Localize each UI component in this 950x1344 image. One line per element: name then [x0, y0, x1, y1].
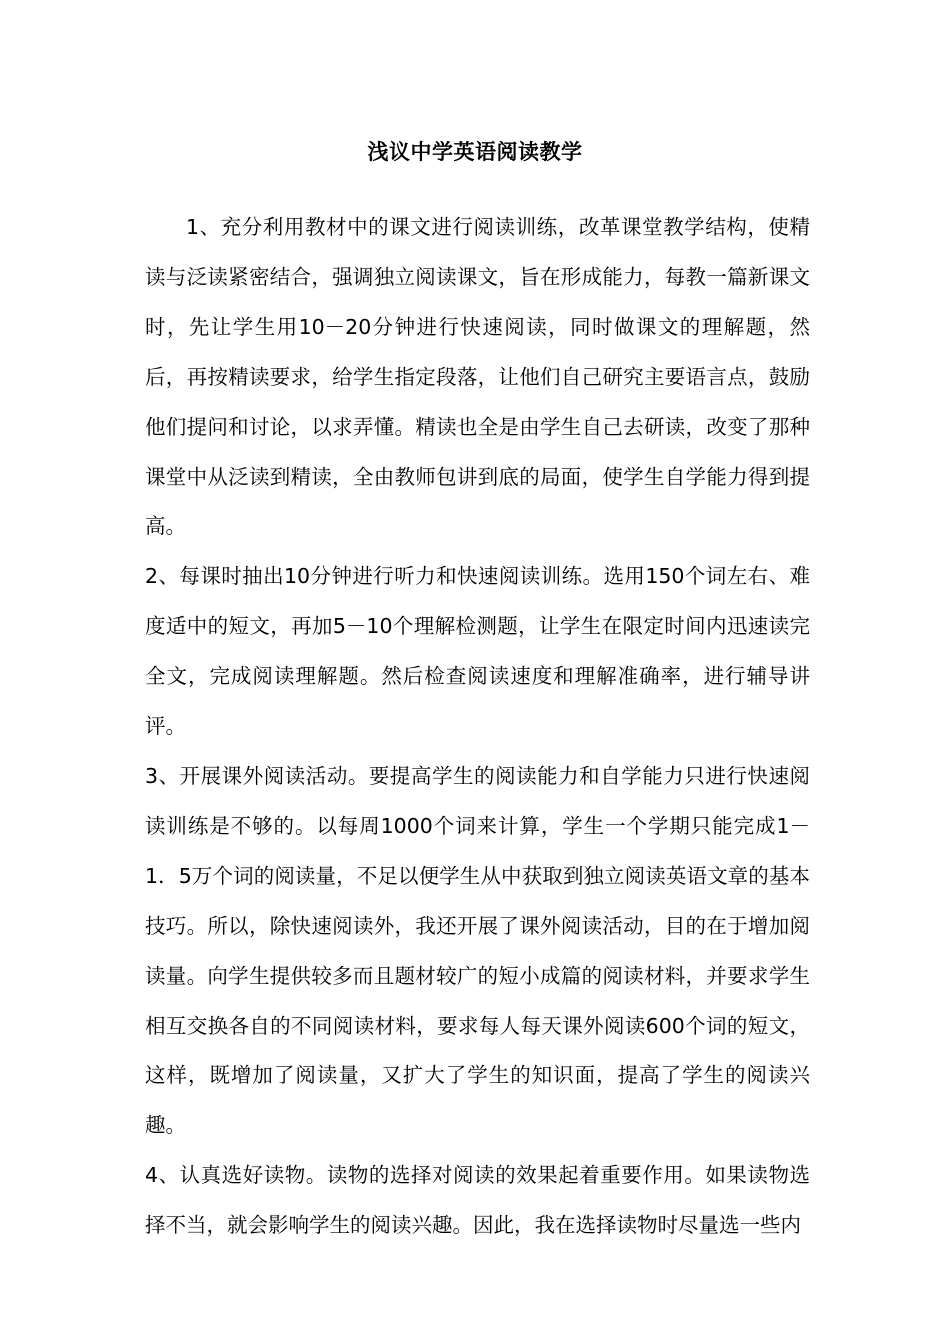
document-body [145, 203, 810, 1251]
paragraph-1: 1、充分利用教材中的课文进行阅读训练，改革课堂教学结构，使精读与泛读紧密结合，强调独立阅读课文，旨在形成能力，每教一篇新课文时，先让学生用10－20分钟进行快速阅读，同时做课文的理解题，然后，再按精读要求，给学生指定段落，让他们自己研究主要语言点，鼓励他们提问和讨论，以求弄懂。精读也全是由学生自己去研读，改变了那种课堂中从泛读到精读，全由教师包讲到底的局面，使学生自学能力得到提高。 [145, 215, 810, 539]
paragraph-2: 2、每课时抽出10分钟进行听力和快速阅读训练。选用150个词左右、难度适中的短文，再加5－10个理解检测题，让学生在限定时间内迅速读完全文，完成阅读理解题。然后检查阅读速度和理解准确率，进行辅导讲评。 [145, 564, 810, 739]
paragraph-4: 4、认真选好读物。读物的选择对阅读的效果起着重要作用。如果读物选择不当，就会影响学生的阅读兴趣。因此，我在选择读物时尽量选一些内 [145, 1163, 810, 1238]
document-title: 浅议中学英语阅读教学 [367, 140, 583, 164]
paragraph-3: 3、开展课外阅读活动。要提高学生的阅读能力和自学能力只进行快速阅读训练是不够的。以每周1000个词来计算，学生一个学期只能完成1－1．5万个词的阅读量，不足以便学生从中获取到独立阅读英语文章的基本技巧。所以，除快速阅读外，我还开展了课外阅读活动，目的在于增加阅读量。向学生提供较多而且题材较广的短小成篇的阅读材料，并要求学生相互交换各自的不同阅读材料，要求每人每天课外阅读600个词的短文，这样，既增加了阅读量，又扩大了学生的知识面，提高了学生的阅读兴趣。 [145, 763, 810, 1138]
